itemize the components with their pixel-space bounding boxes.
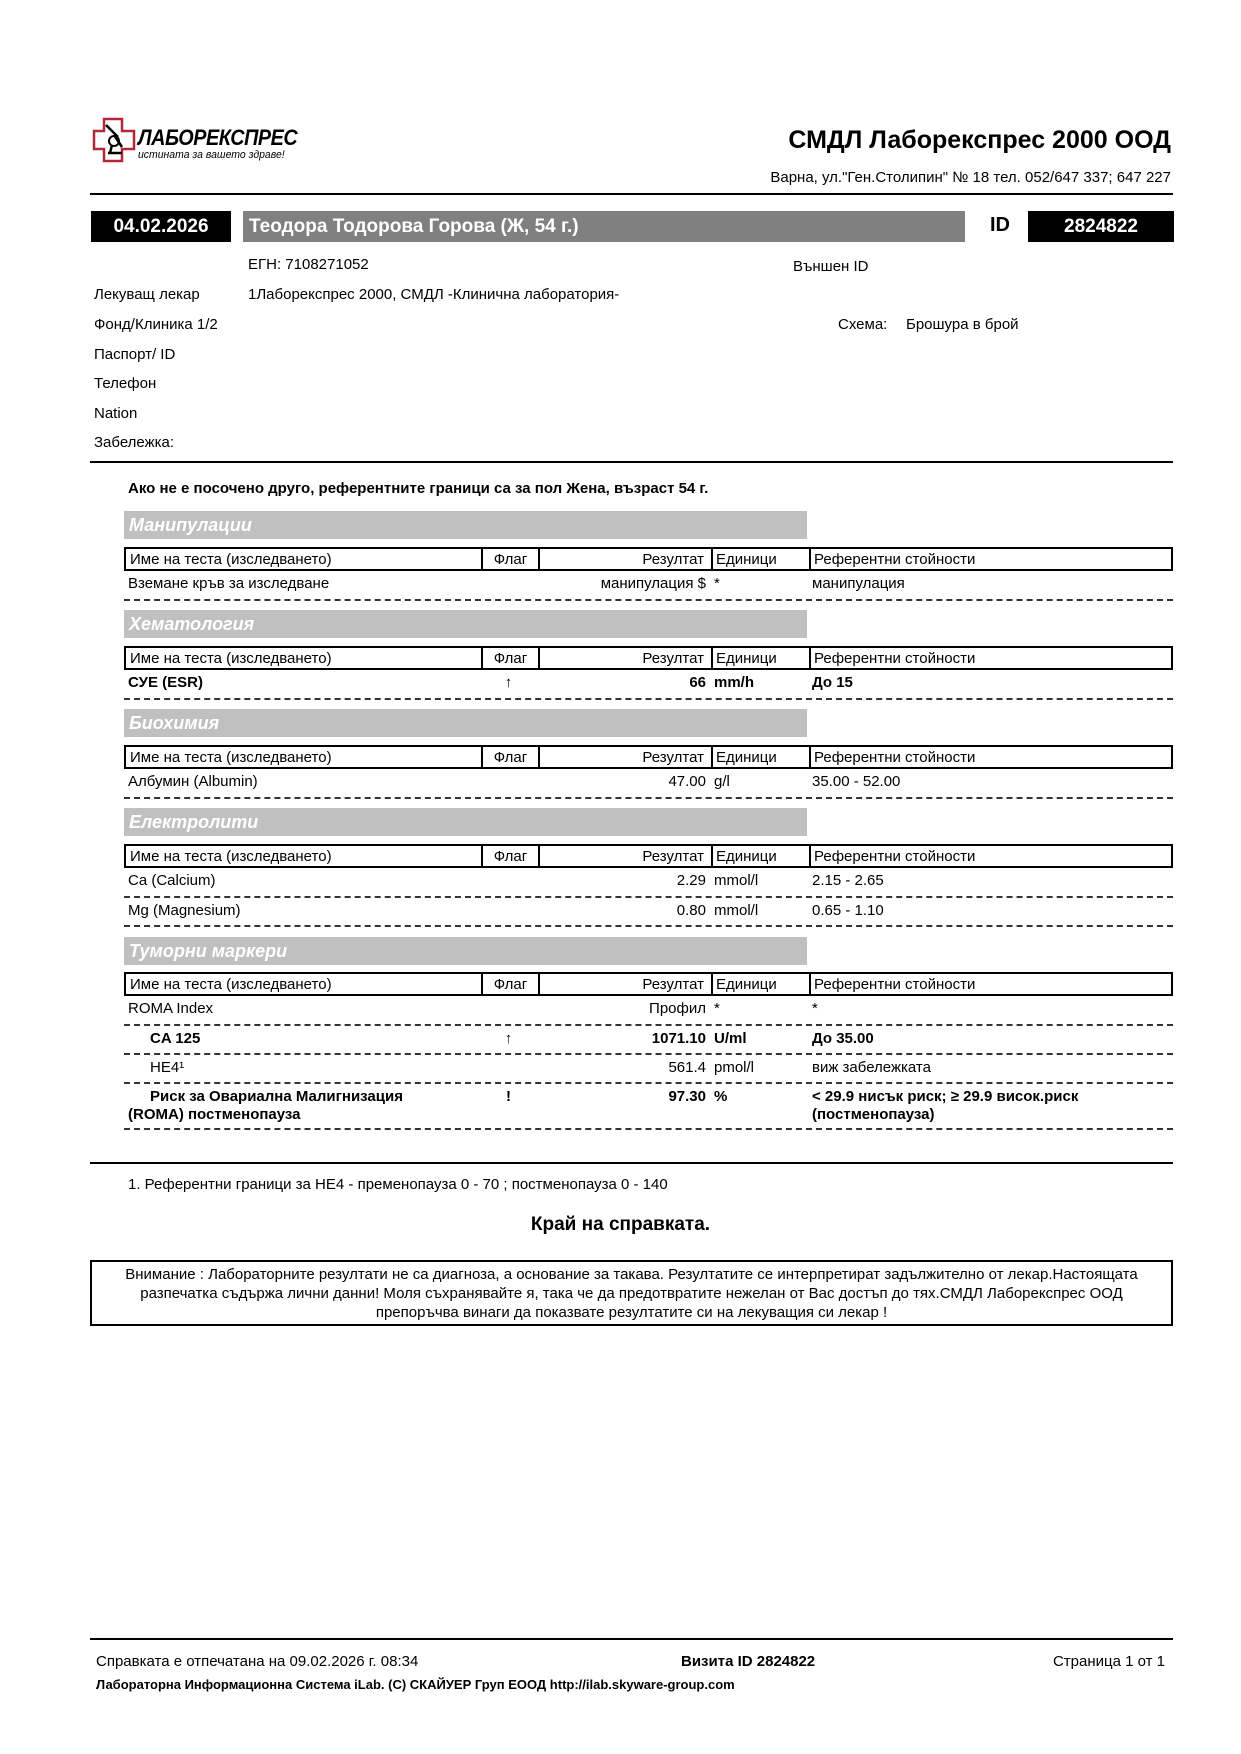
footer-divider xyxy=(90,1638,1173,1640)
warning-box: Внимание : Лабораторните резултати не са диагноза, а основание за такава. Резултатите се интерпретират задължително от лекар.Настоящата разпечатка съдържа лични данни! Моля съхранявайте я, така че да предотвратите нежелан от Вас достъп до тях.СМДЛ Лаборекспрес ООД препоръчва винаги да показвате резултатите си на лекуващия си лекар ! xyxy=(90,1260,1173,1326)
section-title: Манипулации xyxy=(124,511,807,539)
reference-note: Ако не е посочено друго, референтните граници са за пол Жена, възраст 54 г. xyxy=(128,480,709,497)
table-row: HE4¹ 561.4 pmol/l виж забележката xyxy=(124,1055,1173,1084)
egn: ЕГН: 7108271052 xyxy=(248,256,369,273)
table-row: СУЕ (ESR) ↑ 66 mm/h До 15 xyxy=(124,670,1173,700)
table-header: Име на теста (изследването) Флаг Резултат Единици Референтни стойности xyxy=(124,745,1173,769)
table-header: Име на теста (изследването) Флаг Резултат Единици Референтни стойности xyxy=(124,844,1173,868)
table-row: Ca (Calcium) 2.29 mmol/l 2.15 - 2.65 xyxy=(124,868,1173,898)
table-row: Риск за Овариална Малигнизация (ROMA) постменопауза ! 97.30 % < 29.9 нисък риск; ≥ 29.9 висок.риск (постменопауза) xyxy=(124,1084,1173,1130)
company-name: СМДЛ Лаборекспрес 2000 ООД xyxy=(788,126,1171,154)
id-label: ID xyxy=(990,214,1010,236)
table-row: Албумин (Albumin) 47.00 g/l 35.00 - 52.00 xyxy=(124,769,1173,799)
footnote: 1. Референтни граници за HE4 - пременопауза 0 - 70 ; постменопауза 0 - 140 xyxy=(128,1176,668,1193)
logo-text: ЛАБОРЕКСПРЕС xyxy=(138,125,298,150)
medical-cross-icon xyxy=(92,117,136,163)
results-divider xyxy=(90,1162,1173,1164)
section-title: Биохимия xyxy=(124,709,807,737)
col-name: Име на теста (изследването) xyxy=(130,551,332,568)
patient-divider xyxy=(90,461,1173,463)
table-row: Вземане кръв за изследване манипулация $ * манипулация xyxy=(124,571,1173,601)
section-title: Хематология xyxy=(124,610,807,638)
warning-flag-icon: ! xyxy=(506,1088,511,1105)
section-title: Туморни маркери xyxy=(124,937,807,965)
scheme-label: Схема: xyxy=(838,316,888,333)
col-flag: Флаг xyxy=(493,551,528,568)
end-title: Край на справката. xyxy=(530,1214,711,1235)
phone-label: Телефон xyxy=(94,375,157,392)
table-row: ROMA Index Профил * * xyxy=(124,996,1173,1026)
header-divider xyxy=(90,193,1173,195)
table-header: Име на теста (изследването) Флаг Резултат Единици Референтни стойности xyxy=(124,646,1173,670)
patient-id: 2824822 xyxy=(1028,211,1174,242)
note-label: Забележка: xyxy=(94,434,175,451)
system-credit: Лабораторна Информационна Система iLab. (C) СКАЙУЕР Груп ЕООД http://ilab.skyware-group.com xyxy=(96,1677,735,1692)
col-result: Резултат xyxy=(642,551,704,568)
table-row: Mg (Magnesium) 0.80 mmol/l 0.65 - 1.10 xyxy=(124,898,1173,927)
nation-label: Nation xyxy=(94,405,138,422)
col-reference: Референтни стойности xyxy=(814,551,976,568)
fund-label: Фонд/Клиника 1/2 xyxy=(94,316,218,333)
visit-id: Визита ID 2824822 xyxy=(681,1653,816,1670)
report-date: 04.02.2026 xyxy=(91,211,231,242)
table-header xyxy=(124,547,1173,571)
lab-logo xyxy=(92,117,312,167)
doctor-value: 1Лаборекспрес 2000, СМДЛ -Клинична лаборатория- xyxy=(248,286,620,303)
high-flag-icon: ↑ xyxy=(504,674,513,691)
col-units: Единици xyxy=(716,551,777,568)
doctor-label: Лекуващ лекар xyxy=(94,286,200,303)
printed-timestamp: Справката е отпечатана на 09.02.2026 г. 08:34 xyxy=(96,1653,419,1670)
passport-label: Паспорт/ ID xyxy=(94,346,176,363)
external-id-label: Външен ID xyxy=(793,258,869,275)
high-flag-icon: ↑ xyxy=(504,1030,513,1047)
logo-tagline: истината за вашето здраве! xyxy=(138,149,285,161)
table-row: CA 125 ↑ 1071.10 U/ml До 35.00 xyxy=(124,1026,1173,1055)
table-header: Име на теста (изследването) Флаг Резултат Единици Референтни стойности xyxy=(124,972,1173,996)
patient-name: Теодора Тодорова Горова (Ж, 54 г.) xyxy=(243,211,965,242)
section-title: Електролити xyxy=(124,808,807,836)
company-address: Варна, ул."Ген.Столипин" № 18 тел. 052/647 337; 647 227 xyxy=(770,169,1171,186)
scheme-value: Брошура в брой xyxy=(906,316,1019,333)
page-number: Страница 1 от 1 xyxy=(1052,1653,1165,1670)
